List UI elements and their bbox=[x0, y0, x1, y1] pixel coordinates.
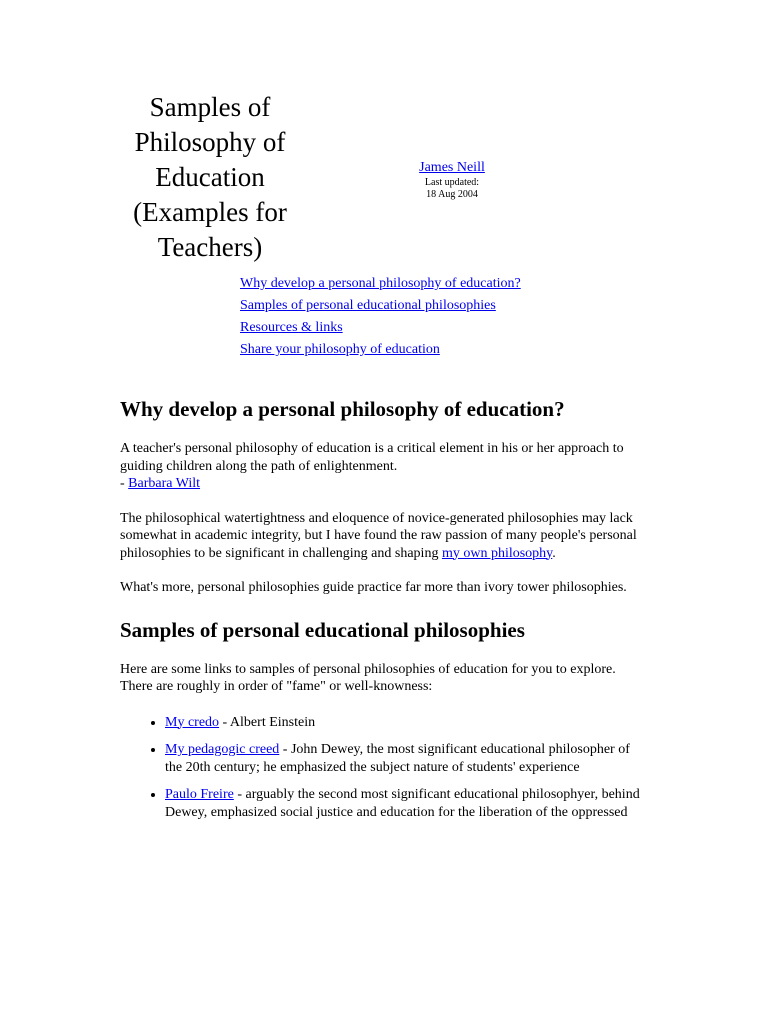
paragraph-end: . bbox=[552, 545, 556, 561]
quote-prefix: - bbox=[120, 476, 129, 491]
sample-description: - Albert Einstein bbox=[219, 714, 316, 730]
quote-author-link[interactable]: Barbara Wilt bbox=[128, 476, 201, 491]
my-own-philosophy-link[interactable]: my own philosophy bbox=[441, 545, 553, 561]
paragraph-watertightness bbox=[120, 510, 650, 563]
samples-list bbox=[120, 714, 650, 822]
paragraph-ivory-tower: What's more, personal philosophies guide practice far more than ivory tower philosophies. bbox=[120, 580, 627, 595]
toc-item bbox=[240, 297, 540, 314]
last-updated-label: Last updated: bbox=[424, 177, 480, 188]
list-item bbox=[165, 741, 650, 776]
page-title: Samples of Philosophy of Education (Examples for Teachers) bbox=[133, 92, 287, 262]
sample-description: - arguably the second most significant educational philosophyer, behind Dewey, emphasized social justice and education for the liberation of the oppressed bbox=[165, 787, 640, 820]
last-updated-date: 18 Aug 2004 bbox=[426, 189, 478, 200]
toc-link-share[interactable]: Share your philosophy of education bbox=[240, 342, 440, 357]
toc-item bbox=[240, 341, 540, 358]
samples-intro: Here are some links to samples of personal philosophies of education for you to explore. There are roughly in order of "fame" or well-knowness: bbox=[120, 661, 616, 694]
quote-paragraph bbox=[120, 440, 650, 493]
quote-text: A teacher's personal philosophy of education is a critical element in his or her approach to guiding children along the path of enlightenment. bbox=[120, 441, 624, 474]
toc-item bbox=[240, 275, 540, 292]
sample-link-paulo-freire[interactable]: Paulo Freire bbox=[165, 787, 234, 802]
toc-link-why-develop[interactable]: Why develop a personal philosophy of education? bbox=[240, 276, 521, 291]
sample-link-pedagogic-creed[interactable]: My pedagogic creed bbox=[165, 742, 280, 757]
toc-link-samples[interactable]: Samples of personal educational philosophies bbox=[240, 298, 496, 313]
section-heading-why: Why develop a personal philosophy of education? bbox=[120, 397, 565, 421]
sample-link-my-credo[interactable]: My credo bbox=[165, 714, 220, 730]
list-item bbox=[165, 714, 650, 732]
main-content bbox=[120, 396, 650, 831]
author-link[interactable]: James Neill bbox=[419, 160, 485, 175]
paragraph-text: The philosophical watertightness and eloquence of novice-generated philosophies may lack somewhat in academic integrity, but I have found the raw passion of many people's personal philosophies to be significant in challenging and shaping bbox=[120, 510, 637, 561]
sample-description: - John Dewey, the most significant educational philosopher of the 20th century; he emphasized the subject nature of students' experience bbox=[165, 742, 630, 775]
toc-link-resources[interactable]: Resources & links bbox=[240, 320, 343, 335]
author-block bbox=[390, 158, 514, 201]
section-heading-samples: Samples of personal educational philosophies bbox=[120, 617, 525, 642]
toc-item bbox=[240, 319, 540, 336]
list-item bbox=[165, 786, 650, 821]
table-of-contents bbox=[240, 275, 540, 363]
